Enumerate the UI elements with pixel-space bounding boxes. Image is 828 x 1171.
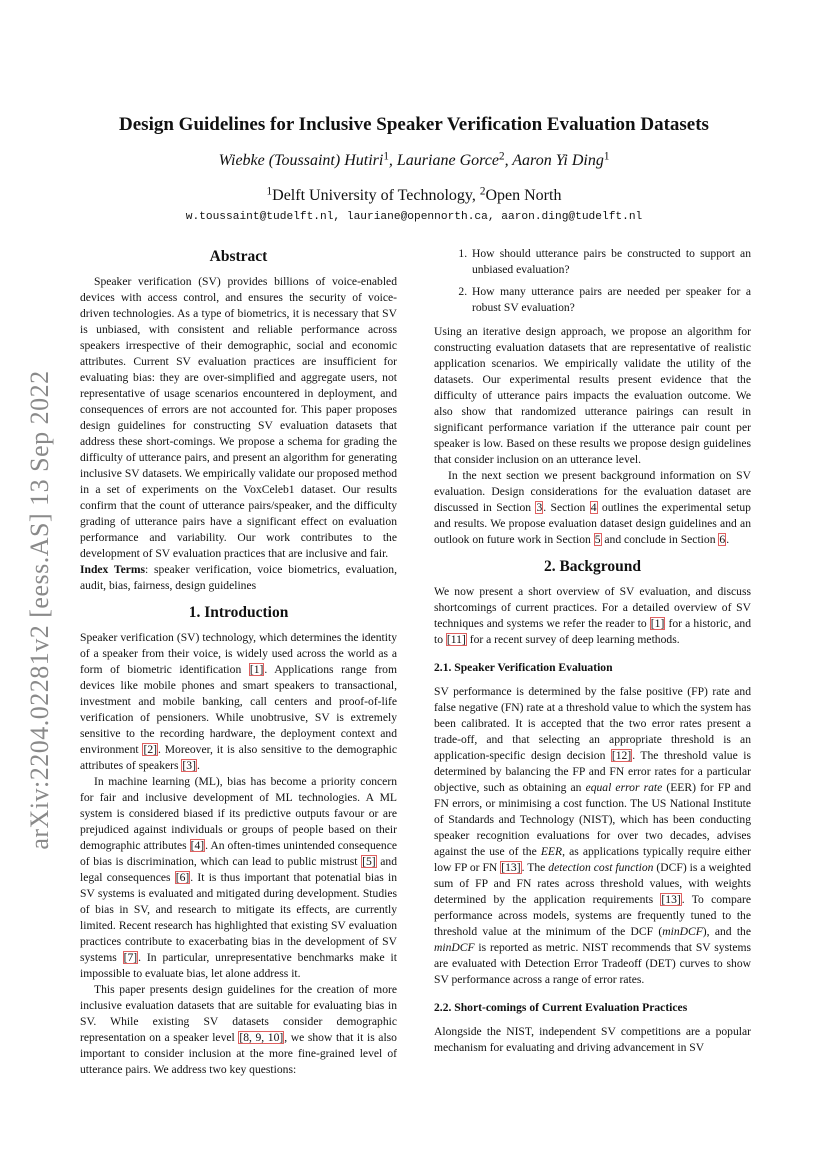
background-paragraph: We now present a short overview of SV evaluation, and discuss shortcomings of current practices. For a detailed overview of SV techniques and systems we refer the reader to [1] for a historic, and to [11] for a recent survey of deep learning methods. bbox=[434, 585, 751, 646]
background-paragraph: SV performance is determined by the false positive (FP) rate and false negative (FN) rate at a threshold value to which the system has been calibrated. It is accepted that the two error rates present a trade-off, and that selecting an appropriate threshold is an application-specific design decision [12]. The threshold value is determined by balancing the FP and FN error rates for a particular objective, such as obtaining an equal error rate (EER) for FP and FN errors, or minimising a cost function. The US National Institute of Standards and Technology (NIST), which has been conducting speaker recognition evaluations for over two decades, advises against the use of the EER, as applications typically require either low FP or FN [13]. The detection cost function (DCF) is a weighted sum of FP and FN rates across threshold values, with weights determined by the application requirements [13]. To compare performance across models, systems are frequently tuned to the threshold value at the minimum of the DCF (minDCF), and the minDCF is reported as metric. NIST recommends that SV systems are evaluated with Detection Error Tradeoff (DET) curves to show SV performance across a range of error rates. bbox=[434, 685, 752, 986]
citation-link[interactable]: [3] bbox=[182, 759, 196, 772]
citation-link[interactable]: [11] bbox=[446, 633, 466, 646]
citation-link[interactable]: [12] bbox=[611, 749, 632, 762]
author-name: Aaron Yi Ding bbox=[512, 152, 604, 169]
left-column bbox=[80, 246, 397, 1078]
author-name: Wiebke (Toussaint) Hutiri bbox=[218, 152, 384, 169]
author-list: Wiebke (Toussaint) Hutiri$^1$, Lauriane Gorce$^2$, Aaron Yi Ding$^1$ bbox=[218, 150, 610, 169]
citation-link[interactable]: [8, 9, 10] bbox=[239, 1031, 284, 1044]
citation-link[interactable]: [2] bbox=[143, 743, 157, 756]
background-heading: 2. Background bbox=[543, 558, 642, 575]
section-link[interactable]: 5 bbox=[594, 533, 601, 546]
author-emails: w.toussaint@tudelft.nl, lauriane@opennorth.ca, aaron.ding@tudelft.nl bbox=[185, 211, 643, 223]
intro-paragraph: In the next section we present background information on SV evaluation. Design considerations for the evaluation dataset are discussed in Section 3. Section 4 outlines the experimental setup and results. We propose evaluation dataset design guidelines and an outlook on future work in Section 5 and conclude in Section 6. bbox=[434, 469, 751, 546]
citation-link[interactable]: [4] bbox=[190, 839, 205, 852]
background-paragraph: Alongside the NIST, independent SV competitions are a popular mechanism for evaluating and driving advancement in SV bbox=[434, 1025, 751, 1054]
subsection-heading: 2.2. Short-comings of Current Evaluation Practices bbox=[434, 1001, 688, 1014]
subsection-heading: 2.1. Speaker Verification Evaluation bbox=[434, 661, 613, 674]
citation-link[interactable]: [13] bbox=[501, 861, 521, 874]
citation-link[interactable]: [7] bbox=[123, 951, 138, 964]
citation-link[interactable]: [6] bbox=[175, 871, 190, 884]
key-questions-list bbox=[434, 246, 751, 316]
citation-link[interactable]: [1] bbox=[249, 663, 264, 676]
section-link[interactable]: 3 bbox=[536, 501, 543, 514]
abstract-text: Speaker verification (SV) provides billions of voice-enabled devices with access control, and ensures the security of voice-driven technologies. As a type of biometrics, it is necessary that SV is unbiased, with consistent and reliable performance across speakers irrespective of their demographic, social and economic attributes. Current SV evaluation practices are insufficient for evaluating bias: they are over-simplified and aggregate users, not representative of usage scenarios encountered in deployment, and consequences of errors are not accounted for. This paper proposes design guidelines for constructing SV evaluation datasets that address these short-comings. We propose a schema for grading the difficulty of utterance pairs, and present an algorithm for generating inclusive SV datasets. We empirically validate our proposed method in a set of experiments on the VoxCeleb1 dataset. Our results confirm that the count of utterance pairs/speaker, and the difficulty grading of utterance pairs have a significant effect on evaluation performance and variability. Our work contributes to the development of SV evaluation practices that are inclusive and fair. bbox=[80, 275, 397, 560]
list-item: 1. How should utterance pairs be constructed to support an unbiased evaluation? bbox=[470, 246, 751, 278]
right-column bbox=[434, 246, 751, 1056]
intro-paragraph: In machine learning (ML), bias has become a priority concern for fair and inclusive development of ML technologies. A ML system is considered biased if its predictive outputs favour or are prejudiced against individuals or groups of people based on their demographic attributes [4]. An often-times unintended consequence of bias is discrimination, which can lead to public mistrust [5] and legal consequences [6]. It is thus important that potenatial bias in SV systems is evaluated and mitigated during development. Studies of bias in SV, and research to mitigate its effects, are currently limited. Recent research has highlighted that existing SV evaluation practices contribute to exacerbating bias in the development of SV systems [7]. In particular, unrepresentative benchmarks make it impossible to evaluate bias, let alone address it. bbox=[80, 775, 398, 980]
introduction-heading: 1. Introduction bbox=[188, 604, 289, 621]
index-terms bbox=[80, 562, 397, 594]
intro-paragraph: Speaker verification (SV) technology, which determines the identity of a speaker from their voice, is widely used across the world as a form of biometric identification [1]. Applications range from devices like mobile phones and smart speakers to transactional, investment and mobile banking, call centers and proof-of-life verification of pensioners. While unobtrusive, SV is extremely sensitive to the recording hardware, the deployment context and environment [2]. Moreover, it is also sensitive to the demographic attributes of speakers [3]. bbox=[80, 631, 397, 772]
affiliations: $^1$Delft University of Technology, $^2$Open North bbox=[266, 185, 562, 204]
affiliation-name: Delft University of Technology bbox=[272, 187, 472, 204]
affiliation-name: Open North bbox=[485, 187, 562, 204]
section-link[interactable]: 4 bbox=[590, 501, 597, 514]
arxiv-stamp-text: arXiv:2204.02281v2 [eess.AS] 13 Sep 2022 bbox=[25, 370, 54, 850]
index-terms-text: : speaker verification, voice biometrics, evaluation, audit, bias, fairness, design guidelines bbox=[80, 563, 397, 592]
abstract-heading: Abstract bbox=[209, 248, 268, 265]
author-name: Lauriane Gorce bbox=[396, 152, 499, 169]
intro-paragraph: Using an iterative design approach, we propose an algorithm for constructing evaluation datasets that are representative of realistic application scenarios. We empirically validate the utility of the datasets. Our experimental results present evidence that the difficulty of utterance pairs impacts the evaluation outcome. We also show that randomized utterance pairings can result in significant performance variation if the utterance pair count per speaker is low. Based on these results we propose design guidelines that consider inclusion on an utterance level. bbox=[434, 325, 751, 466]
arxiv-stamp bbox=[20, 330, 60, 890]
citation-link[interactable]: [5] bbox=[362, 855, 376, 868]
citation-link[interactable]: [1] bbox=[650, 617, 665, 630]
citation-link[interactable]: [13] bbox=[661, 893, 681, 906]
list-item: 2. How many utterance pairs are needed per speaker for a robust SV evaluation? bbox=[470, 284, 751, 316]
intro-paragraph: This paper presents design guidelines for the creation of more inclusive evaluation datasets that are suitable for evaluating bias in SV. While existing SV datasets consider demographic representation on a speaker level [8, 9, 10], we show that it is also important to consider inclusion at the more fine-grained level of utterance pairs. We address two key questions: bbox=[80, 983, 397, 1076]
paper-title: Design Guidelines for Inclusive Speaker Verification Evaluation Datasets bbox=[119, 114, 709, 135]
section-link[interactable]: 6 bbox=[719, 533, 726, 546]
index-terms-label: Index Terms bbox=[80, 563, 146, 576]
